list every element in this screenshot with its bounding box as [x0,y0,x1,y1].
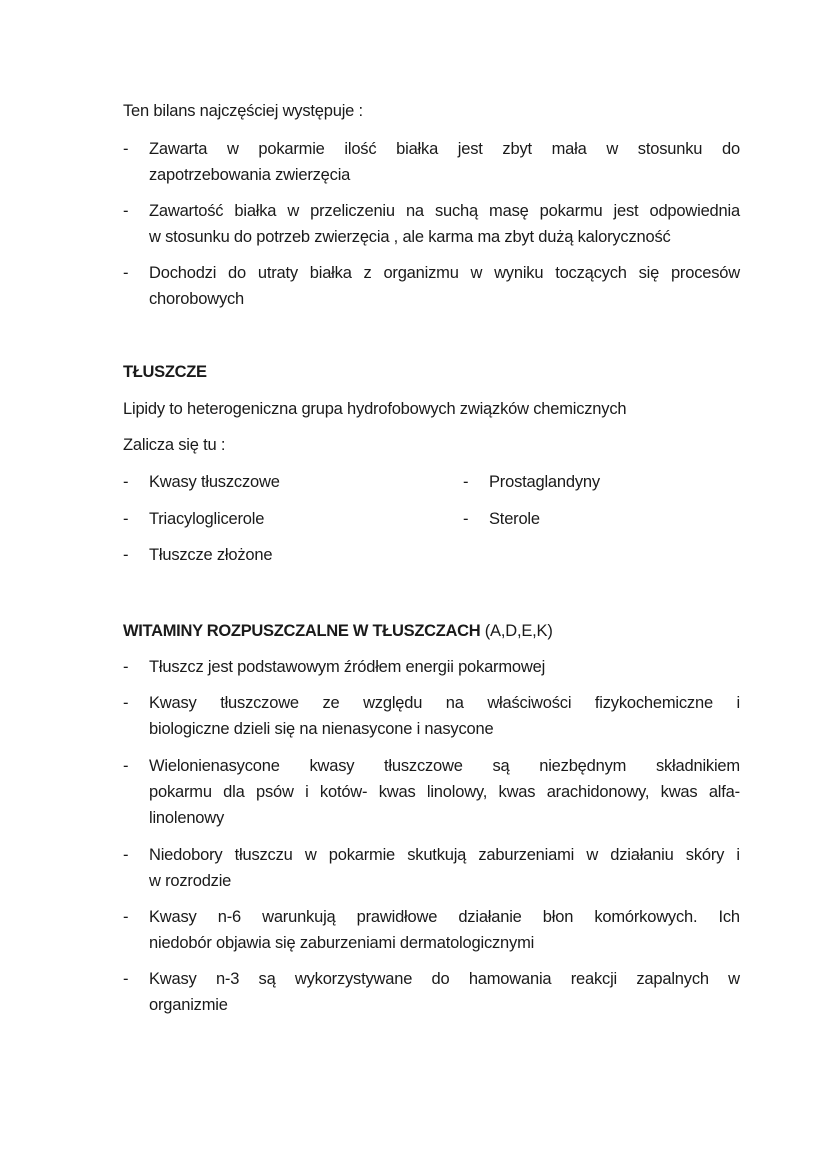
word: odpowiednia [649,202,740,220]
word: Dochodzi [149,264,217,282]
bullet-line: Tłuszcz jest podstawowym źródłem energii pokarmowej [149,658,546,676]
word: i [305,783,309,801]
bullet-dash: - [123,264,129,282]
word: w [606,140,619,158]
word: Kwasy [149,970,197,988]
word: w [226,140,239,158]
word: i [736,846,740,864]
bullet-line [149,842,740,868]
word: utraty [257,264,298,282]
word: ze [322,694,340,712]
bullet-line: linolenowy [149,809,225,827]
bullet-line [149,904,740,930]
bullet-line [149,753,740,779]
bullet-line: organizmie [149,996,228,1014]
word: do [721,140,740,158]
word: w [287,202,300,220]
word: wyniku [494,264,544,282]
bullet-dash: - [463,473,469,491]
word: do [228,264,246,282]
word: tłuszczowe [384,757,463,775]
word: ilość [344,140,377,158]
word: białka [309,264,352,282]
bullet-dash: - [463,510,469,528]
word: suchą [434,202,478,220]
word: Ich [718,908,740,926]
word: n-3 [215,970,240,988]
word: tłuszczu [234,846,293,864]
word: Kwasy [149,908,197,926]
fats-includes-label: Zalicza się tu : [123,436,226,454]
list-item-text: Triacyloglicerole [149,510,265,528]
word: Zawarta [149,140,208,158]
bullet-line: chorobowych [149,290,245,308]
word: skóry [685,846,725,864]
word: procesów [670,264,740,282]
bullet-dash: - [123,473,129,491]
bullet-line [149,690,740,716]
bullet-line: biologiczne dzieli się na nienasycone i nasycone [149,720,494,738]
word: się [638,264,660,282]
word: hamowania [468,970,552,988]
word: Wielonienasycone [149,757,280,775]
bullet-line [149,779,740,805]
bullet-dash: - [123,846,129,864]
word: pokarmu [149,783,212,801]
word: są [492,757,510,775]
word: pokarmie [258,140,325,158]
word: masę [489,202,529,220]
intro-text: Ten bilans najczęściej występuje : [123,102,363,120]
word: w [586,846,599,864]
word: arachidonowy, [546,783,650,801]
word: reakcji [570,970,618,988]
list-item-text: Kwasy tłuszczowe [149,473,280,491]
vitamins-heading-suffix: (A,D,E,K) [484,622,553,640]
word: działaniu [610,846,674,864]
bullet-dash: - [123,757,129,775]
word: stosunku [637,140,703,158]
word: jest [457,140,483,158]
bullet-dash: - [123,510,129,528]
word: kwas [660,783,698,801]
word: Kwasy [149,694,197,712]
list-item-text: Tłuszcze złożone [149,546,273,564]
bullet-line [149,966,740,992]
word: komórkowych. [594,908,698,926]
word: niezbędnym [539,757,627,775]
bullet-dash: - [123,546,129,564]
list-item-text: Prostaglandyny [489,473,600,491]
word: tłuszczowe [220,694,299,712]
word: warunkują [262,908,336,926]
word: psów [255,783,294,801]
word: prawidłowe [356,908,438,926]
vitamins-heading-title: WITAMINY ROZPUSZCZALNE W TŁUSZCZACH [123,622,481,640]
bullet-line: zapotrzebowania zwierzęcia [149,166,351,184]
word: pokarmu [539,202,603,220]
word: kwasy [309,757,355,775]
word: z [363,264,372,282]
word: pokarmie [328,846,396,864]
bullet-dash: - [123,694,129,712]
word: przeliczeniu [310,202,395,220]
word: w [728,970,740,988]
word: mała [551,140,587,158]
word: białka [234,202,277,220]
word: do [431,970,450,988]
bullet-dash: - [123,202,129,220]
word: na [405,202,424,220]
word: działanie [458,908,522,926]
word: jest [613,202,639,220]
word: są [258,970,276,988]
bullet-line: w rozrodzie [149,872,232,890]
word: w [470,264,483,282]
word: w [304,846,317,864]
word: organizmu [383,264,459,282]
fats-heading: TŁUSZCZE [123,363,207,381]
word: właściwości [487,694,572,712]
bullet-line: niedobór objawia się zaburzeniami dermatologicznymi [149,934,535,952]
word: zapalnych [636,970,709,988]
word: wykorzystywane [294,970,413,988]
word: alfa- [708,783,740,801]
bullet-dash: - [123,140,129,158]
word: Niedobory [149,846,223,864]
bullet-line [149,260,740,286]
word: błon [542,908,574,926]
word: białka [396,140,439,158]
word: kwas [498,783,536,801]
bullet-line [149,198,740,224]
word: linolowy, [426,783,488,801]
word: zbyt [502,140,532,158]
word: fizykochemiczne [594,694,713,712]
word: na [445,694,464,712]
bullet-dash: - [123,908,129,926]
bullet-line [149,136,740,162]
word: Zawartość [149,202,224,220]
word: skutkują [407,846,467,864]
word: składnikiem [655,757,740,775]
bullet-dash: - [123,970,129,988]
list-item-text: Sterole [489,510,540,528]
word: dla [223,783,245,801]
word: toczących [555,264,627,282]
vitamins-heading [123,618,553,644]
word: kwas [378,783,416,801]
word: i [736,694,740,712]
bullet-line: w stosunku do potrzeb zwierzęcia , ale karma ma zbyt dużą kaloryczność [149,228,671,246]
fats-definition: Lipidy to heterogeniczna grupa hydrofobowych związków chemicznych [123,400,627,418]
bullet-dash: - [123,658,129,676]
word: kotów- [319,783,368,801]
word: zaburzeniami [478,846,575,864]
word: względu [363,694,423,712]
word: n-6 [217,908,241,926]
